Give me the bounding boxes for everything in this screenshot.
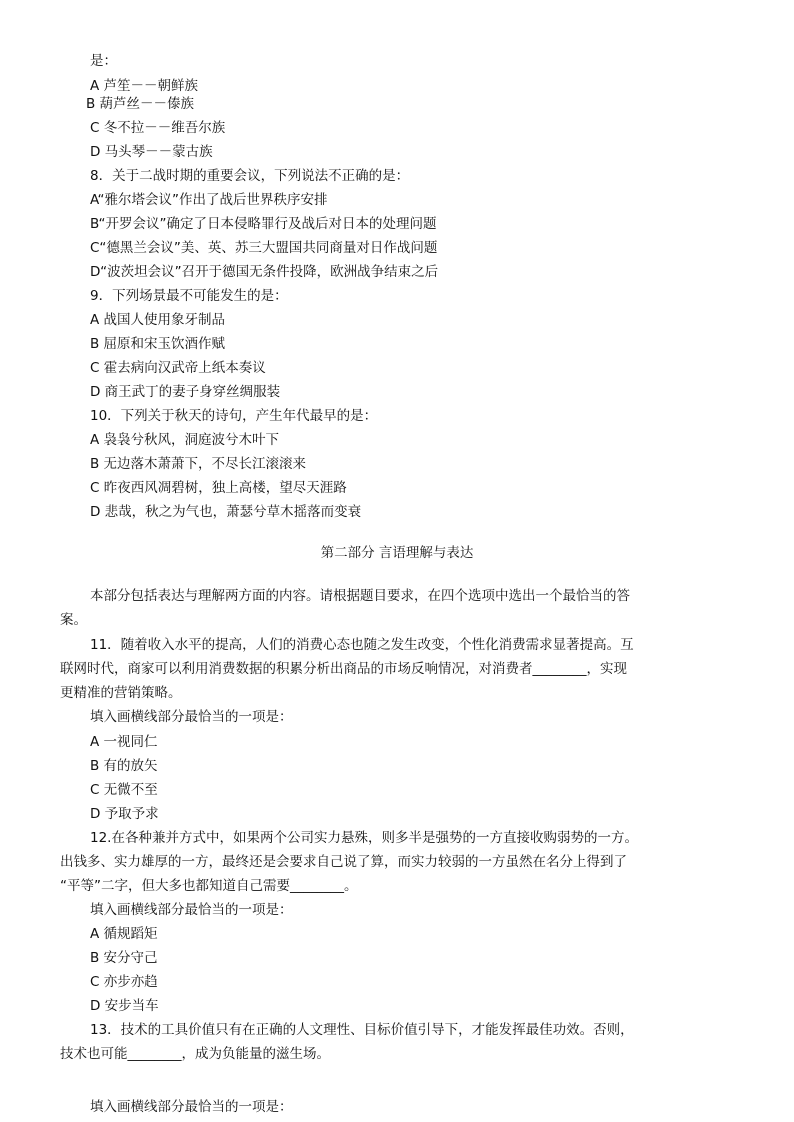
section-intro: 本部分包括表达与理解两方面的内容。请根据题目要求，在四个选项中选出一个最恰当的答 xyxy=(90,588,630,604)
q9-option-a: A 战国人使用象牙制品 xyxy=(90,312,226,328)
q10-option-c: C 昨夜西风凋碧树，独上高楼，望尽天涯路 xyxy=(90,480,347,496)
q11-option-b: B 有的放矢 xyxy=(90,758,158,774)
question-11-prompt: 填入画横线部分最恰当的一项是： xyxy=(90,709,293,725)
q11-option-a: A 一视同仁 xyxy=(90,734,158,750)
q10-option-a: A 袅袅兮秋风，洞庭波兮木叶下 xyxy=(90,432,280,448)
q8-option-c: C“德黑兰会议”美、英、苏三大盟国共同商量对日作战问题 xyxy=(90,240,438,256)
q9-option-b: B 屈原和宋玉饮酒作赋 xyxy=(90,336,226,352)
q7-option-d: D 马头琴－－蒙古族 xyxy=(90,144,213,160)
q12-option-a: A 循规蹈矩 xyxy=(90,926,158,942)
q9-option-c: C 霍去病向汉武帝上纸本奏议 xyxy=(90,360,266,376)
section-heading: 第二部分 言语理解与表达 xyxy=(320,545,474,561)
question-12-stem-end: “平等”二字，但大多也都知道自己需要________。 xyxy=(60,878,358,894)
question-12-prompt: 填入画横线部分最恰当的一项是： xyxy=(90,902,293,918)
q8-option-d: D“波茨坦会议”召开于德国无条件投降，欧洲战争结束之后 xyxy=(90,264,439,280)
question-11-stem: 11．随着收入水平的提高，人们的消费心态也随之发生改变，个性化消费需求显著提高。互 xyxy=(90,637,634,653)
question-8-stem: 8．关于二战时期的重要会议，下列说法不正确的是： xyxy=(90,168,410,184)
q8-option-a: A“雅尔塔会议”作出了战后世界秩序安排 xyxy=(90,192,328,208)
q10-option-d: D 悲哉，秋之为气也，萧瑟兮草木摇落而变衰 xyxy=(90,504,362,520)
question-9-stem: 9．下列场景最不可能发生的是： xyxy=(90,288,288,304)
section-intro-cont: 案。 xyxy=(60,612,87,628)
question-10-stem: 10．下列关于秋天的诗句，产生年代最早的是： xyxy=(90,408,378,424)
question-12-stem: 12.在各种兼并方式中，如果两个公司实力悬殊，则多半是强势的一方直接收购弱势的一方。 xyxy=(90,830,638,846)
q12-option-b: B 安分守己 xyxy=(90,950,158,966)
q11-option-c: C 无微不至 xyxy=(90,782,158,798)
question-13-prompt: 填入画横线部分最恰当的一项是： xyxy=(90,1099,293,1115)
question-13-stem-cont: 技术也可能________，成为负能量的滋生场。 xyxy=(60,1046,330,1062)
q7-option-c: C 冬不拉－－维吾尔族 xyxy=(90,120,226,136)
q12-option-c: C 亦步亦趋 xyxy=(90,974,158,990)
q9-option-d: D 商王武丁的妻子身穿丝绸服装 xyxy=(90,384,281,400)
q7-option-a: A 芦笙－－朝鲜族 xyxy=(90,78,199,94)
q8-option-b: B“开罗会议”确定了日本侵略罪行及战后对日本的处理问题 xyxy=(90,216,437,232)
question-11-stem-end: 更精准的营销策略。 xyxy=(60,685,182,701)
question-7-stem-tail: 是： xyxy=(90,53,117,69)
question-12-stem-cont: 出钱多、实力雄厚的一方，最终还是会要求自己说了算，而实力较弱的一方虽然在名分上得到了 xyxy=(60,854,627,870)
q7-option-b: B 葫芦丝－－傣族 xyxy=(86,96,195,112)
q12-option-d: D 安步当车 xyxy=(90,998,159,1014)
question-11-stem-cont: 联网时代，商家可以利用消费数据的积累分析出商品的市场反响情况，对消费者________，实现 xyxy=(60,661,627,677)
question-13-stem: 13．技术的工具价值只有在正确的人文理性、目标价值引导下，才能发挥最佳功效。否则， xyxy=(90,1022,634,1038)
q10-option-b: B 无边落木萧萧下，不尽长江滚滚来 xyxy=(90,456,307,472)
q11-option-d: D 予取予求 xyxy=(90,806,159,822)
